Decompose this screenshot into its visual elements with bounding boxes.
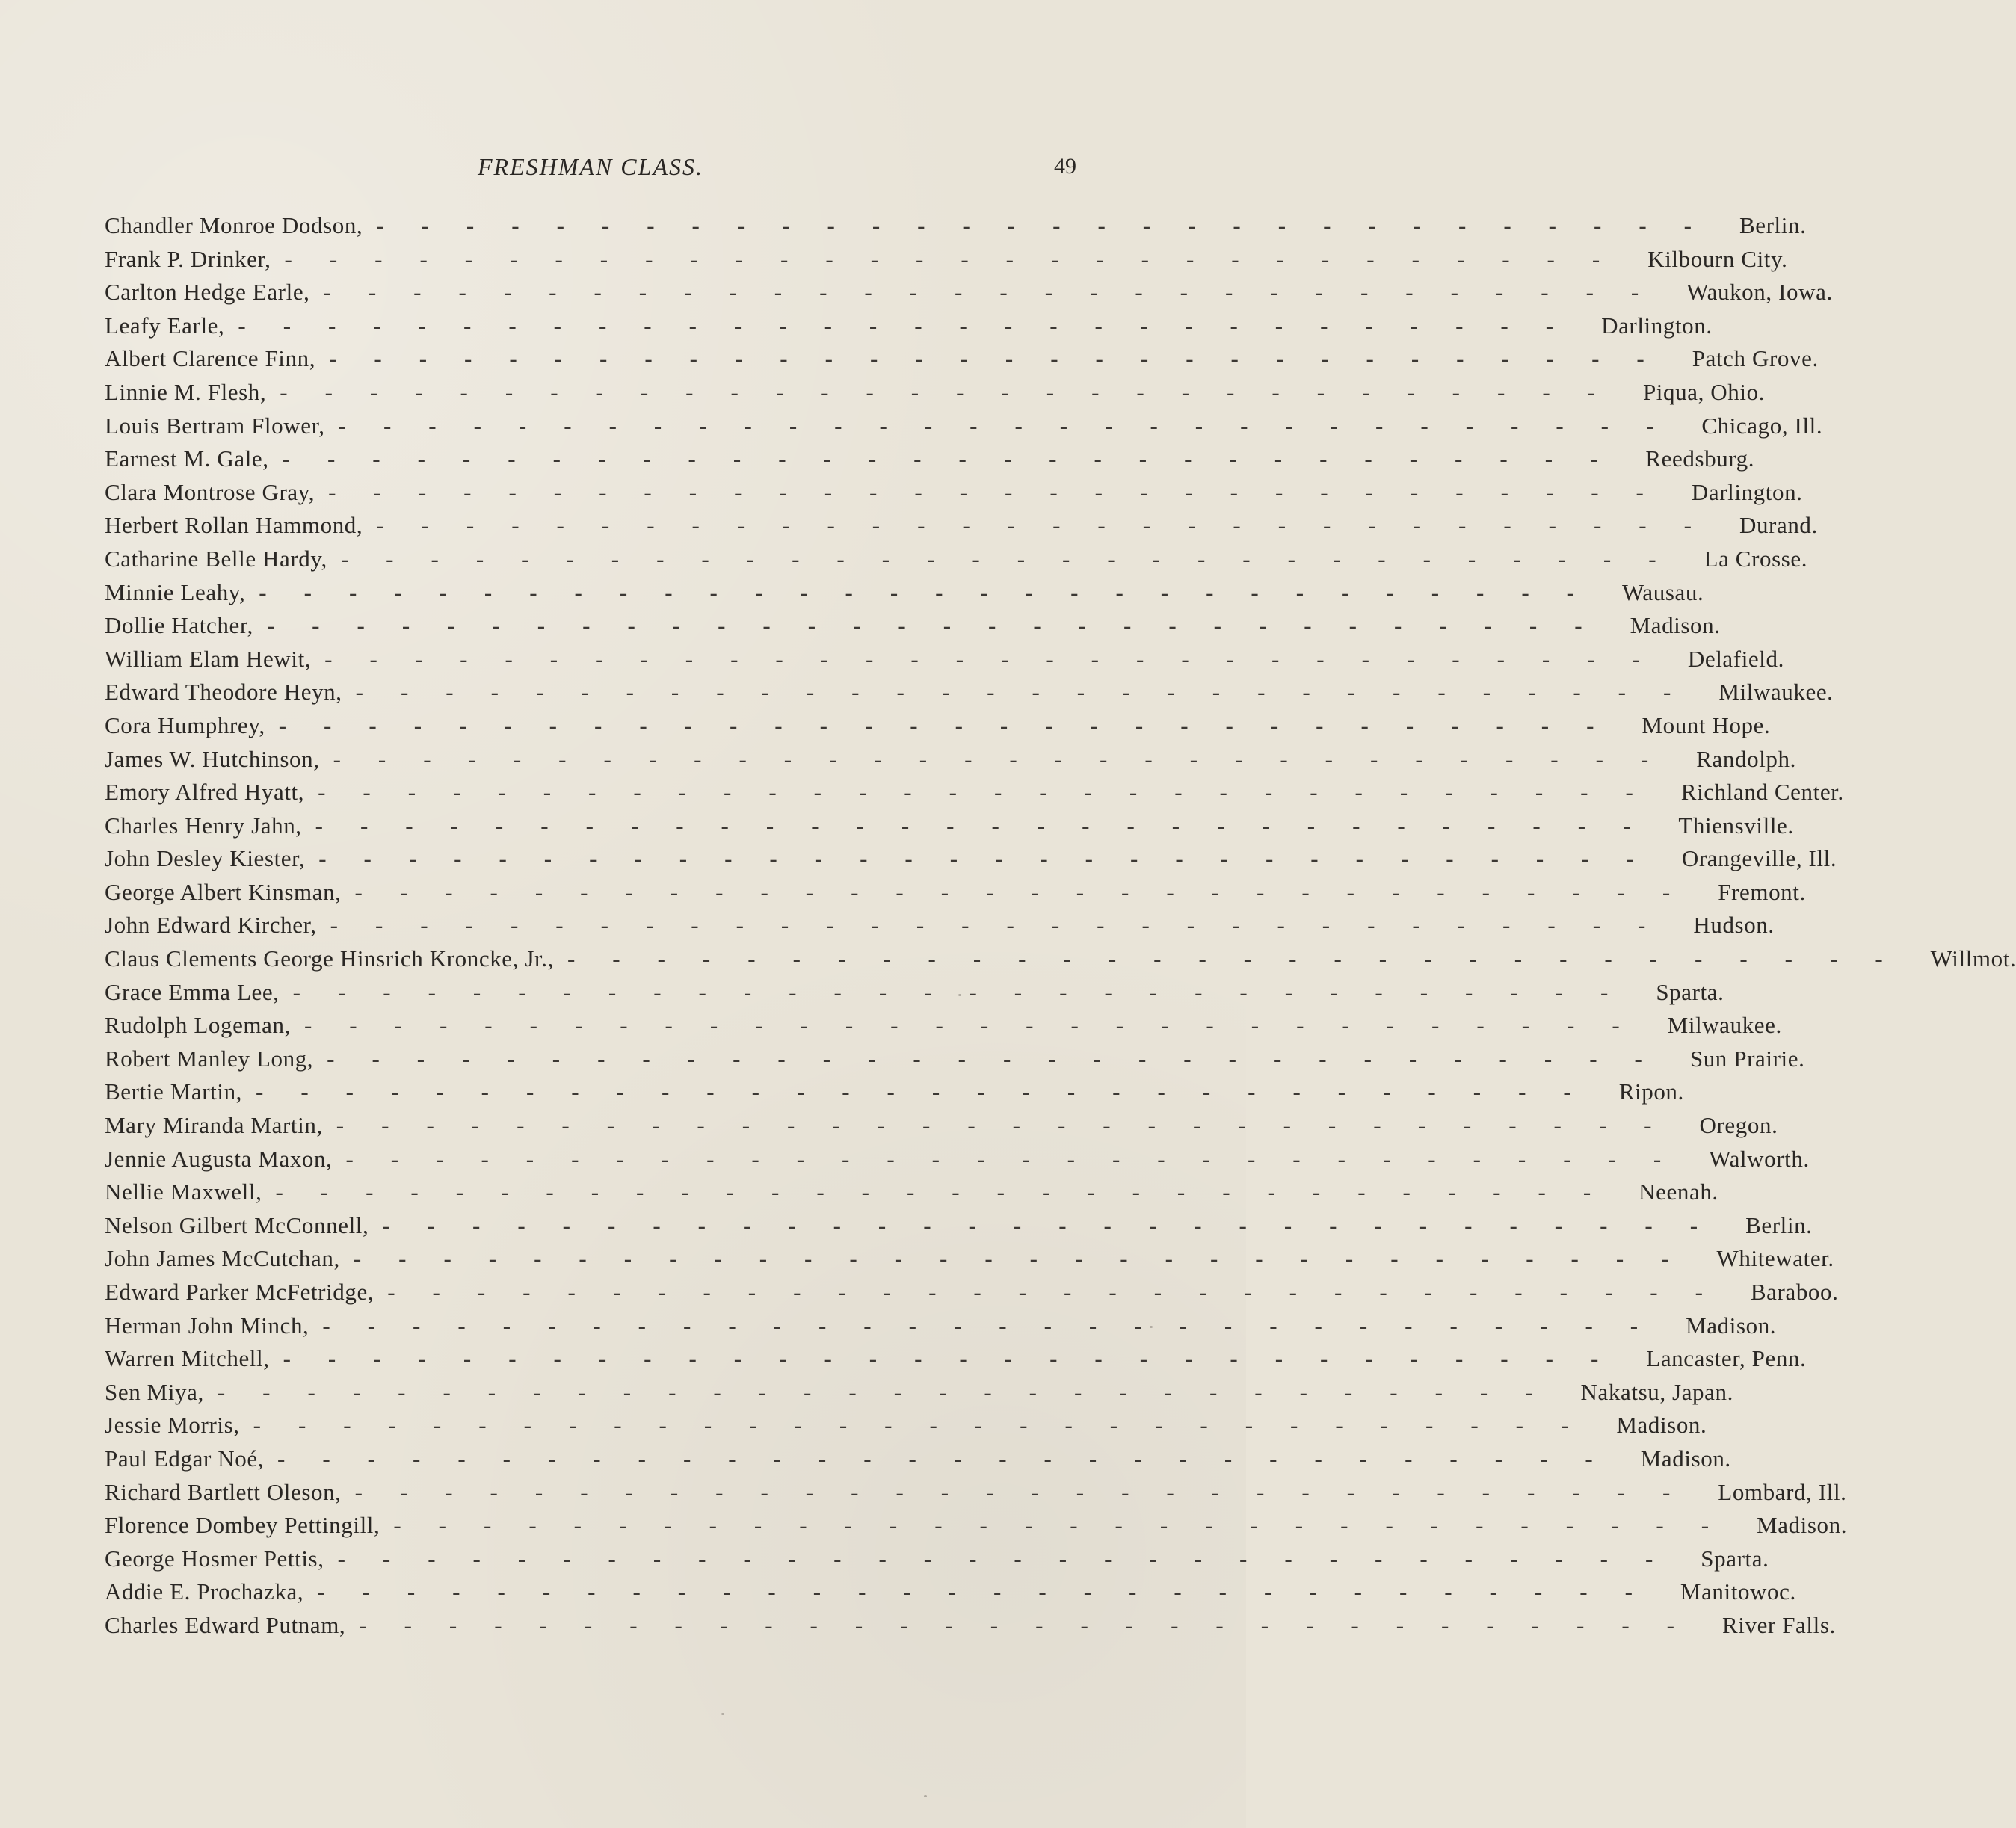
student-name: George Albert Kinsman, [105, 878, 342, 905]
roster-entry [105, 1476, 1847, 1510]
dotted-leader: ------------------------------ [567, 945, 1920, 972]
student-name: Frank P. Drinker, [105, 245, 271, 272]
student-name: Robert Manley Long, [105, 1045, 314, 1072]
roster-entry [105, 1609, 1836, 1643]
roster-entry [105, 1543, 1769, 1576]
student-name: Carlton Hedge Earle, [105, 279, 310, 306]
student-name: Edward Parker McFetridge, [105, 1279, 374, 1305]
student-roster [105, 209, 2016, 1643]
hometown: Berlin. [1745, 1211, 1813, 1238]
roster-entry [105, 442, 1755, 476]
hometown: Thiensville. [1678, 812, 1794, 839]
dotted-leader: ------------------------------ [303, 1012, 1657, 1039]
paper-speck [721, 1713, 724, 1715]
hometown: Madison. [1616, 1412, 1707, 1439]
student-name: Cora Humphrey, [105, 711, 265, 738]
student-name: Paul Edgar Noé, [105, 1445, 265, 1472]
dotted-leader: ------------------------------ [315, 812, 1668, 839]
roster-entry [105, 243, 1788, 277]
student-name: Nelson Gilbert McConnell, [105, 1211, 369, 1238]
student-name: Minnie Leahy, [105, 578, 246, 605]
hometown: Sun Prairie. [1689, 1045, 1805, 1072]
hometown: Darlington. [1601, 312, 1713, 339]
roster-entry [105, 709, 1771, 743]
dotted-leader: ------------------------------ [382, 1211, 1736, 1238]
hometown: Delafield. [1687, 645, 1784, 672]
student-name: William Elam Hewit, [105, 645, 312, 672]
roster-entry [105, 309, 1713, 343]
student-name: Rudolph Logeman, [105, 1012, 291, 1039]
dotted-leader: ------------------------------ [327, 1045, 1680, 1072]
hometown: Nakatsu, Japan. [1580, 1378, 1733, 1405]
hometown: Mount Hope. [1642, 711, 1771, 738]
student-name: Albert Clarence Finn, [105, 345, 316, 372]
hometown: Ripon. [1618, 1078, 1684, 1105]
dotted-leader: ------------------------------ [330, 912, 1683, 939]
student-name: Louis Bertram Flower, [105, 412, 325, 439]
hometown: Madison. [1630, 612, 1721, 639]
hometown: Piqua, Ohio. [1642, 378, 1766, 405]
dotted-leader: ------------------------------ [275, 1179, 1629, 1205]
roster-entry [105, 1409, 1707, 1442]
dotted-leader: ------------------------------ [259, 578, 1612, 605]
student-name: Claus Clements George Hinsrich Kroncke, Jr., [105, 945, 554, 972]
dotted-leader: ------------------------------ [359, 1611, 1712, 1638]
student-name: Richard Bartlett Oleson, [105, 1478, 342, 1505]
student-name: Nellie Maxwell, [105, 1179, 262, 1205]
dotted-leader: ------------------------------ [253, 1412, 1606, 1439]
student-name: Herbert Rollan Hammond, [105, 512, 363, 539]
hometown: Fremont. [1718, 878, 1806, 905]
student-name: George Hosmer Pettis, [105, 1545, 324, 1572]
student-name: Linnie M. Flesh, [105, 378, 267, 405]
dotted-leader: ------------------------------ [329, 345, 1682, 372]
hometown: Randolph. [1696, 745, 1796, 772]
roster-entry [105, 1009, 1782, 1043]
dotted-leader: ------------------------------ [282, 445, 1636, 472]
dotted-leader: ------------------------------ [278, 711, 1632, 738]
hometown: Kilbourn City. [1647, 245, 1788, 272]
dotted-leader: ------------------------------ [318, 779, 1671, 806]
paper-speck [958, 994, 961, 996]
hometown: Neenah. [1639, 1179, 1718, 1205]
dotted-leader: ------------------------------ [284, 245, 1638, 272]
student-name: Jennie Augusta Maxon, [105, 1145, 333, 1172]
student-name: Edward Theodore Heyn, [105, 679, 342, 705]
dotted-leader: ------------------------------ [283, 1345, 1636, 1372]
roster-entry [105, 809, 1794, 843]
hometown: Richland Center. [1680, 779, 1844, 806]
student-name: John James McCutchan, [105, 1245, 340, 1272]
student-name: Warren Mitchell, [105, 1345, 270, 1372]
hometown: Milwaukee. [1667, 1012, 1782, 1039]
dotted-leader: ------------------------------ [354, 1478, 1708, 1505]
roster-entry [105, 842, 1837, 876]
roster-entry [105, 1176, 1718, 1209]
hometown: Madison. [1757, 1512, 1848, 1539]
hometown: Reedsburg. [1645, 445, 1755, 472]
student-name: Grace Emma Lee, [105, 978, 280, 1005]
student-name: Chandler Monroe Dodson, [105, 212, 363, 238]
student-name: John Desley Kiester, [105, 845, 306, 872]
roster-entry [105, 942, 2016, 976]
hometown: Patch Grove. [1692, 345, 1819, 372]
roster-entry [105, 1442, 1731, 1476]
student-name: John Edward Kircher, [105, 912, 317, 939]
dotted-leader: ------------------------------ [277, 1445, 1630, 1472]
hometown: Sparta. [1701, 1545, 1769, 1572]
roster-entry [105, 410, 1823, 443]
paper-speck [1150, 1326, 1153, 1328]
student-name: Earnest M. Gale, [105, 445, 269, 472]
hometown: Waukon, Iowa. [1686, 279, 1833, 306]
student-name: Dollie Hatcher, [105, 612, 253, 639]
dotted-leader: ------------------------------ [340, 545, 1694, 572]
roster-entry [105, 876, 1806, 910]
roster-entry [105, 1376, 1733, 1409]
roster-entry [105, 643, 1784, 676]
hometown: Walworth. [1709, 1145, 1810, 1172]
roster-entry [105, 509, 1818, 543]
roster-entry [105, 1509, 1848, 1543]
roster-entry [105, 909, 1775, 942]
student-name: Addie E. Prochazka, [105, 1578, 304, 1605]
hometown: Lancaster, Penn. [1646, 1345, 1807, 1372]
dotted-leader: ------------------------------ [354, 878, 1708, 905]
roster-entry [105, 743, 1796, 776]
roster-entry [105, 476, 1803, 510]
roster-entry [105, 576, 1704, 610]
hometown: Darlington. [1691, 478, 1803, 505]
roster-entry [105, 209, 1807, 243]
roster-entry [105, 1075, 1684, 1109]
student-name: Mary Miranda Martin, [105, 1112, 323, 1139]
roster-entry [105, 543, 1808, 576]
hometown: River Falls. [1721, 1611, 1836, 1638]
student-name: Charles Henry Jahn, [105, 812, 302, 839]
hometown: Oregon. [1699, 1112, 1778, 1139]
page-header [105, 148, 1076, 185]
hometown: Baraboo. [1750, 1279, 1839, 1305]
roster-entry [105, 1575, 1796, 1609]
dotted-leader: ------------------------------ [324, 645, 1677, 672]
student-name: Catharine Belle Hardy, [105, 545, 327, 572]
student-name: Emory Alfred Hyatt, [105, 779, 305, 806]
hometown: La Crosse. [1704, 545, 1808, 572]
hometown: Lombard, Ill. [1718, 1478, 1847, 1505]
hometown: Madison. [1686, 1312, 1777, 1338]
student-name: James W. Hutchinson, [105, 745, 320, 772]
dotted-leader: ------------------------------ [323, 279, 1677, 306]
roster-entry [105, 1309, 1777, 1343]
roster-entry [105, 1209, 1813, 1243]
student-name: Jessie Morris, [105, 1412, 240, 1439]
roster-entry [105, 1342, 1807, 1376]
page-title: FRESHMAN CLASS. [478, 153, 703, 180]
dotted-leader: ------------------------------ [256, 1078, 1609, 1105]
dotted-leader: ------------------------------ [336, 1112, 1689, 1139]
hometown: Whitewater. [1716, 1245, 1834, 1272]
page-number: 49 [1054, 154, 1076, 179]
dotted-leader: ------------------------------ [387, 1279, 1740, 1305]
student-name: Clara Montrose Gray, [105, 478, 315, 505]
roster-entry [105, 676, 1834, 709]
dotted-leader: ------------------------------ [266, 612, 1620, 639]
paper-speck [924, 1795, 927, 1797]
dotted-leader: ------------------------------ [217, 1378, 1570, 1405]
hometown: Berlin. [1739, 212, 1807, 238]
hometown: Durand. [1739, 512, 1818, 539]
roster-entry [105, 1276, 1839, 1309]
hometown: Willmot. [1930, 945, 2016, 972]
dotted-leader: ------------------------------ [318, 845, 1671, 872]
roster-entry [105, 1143, 1810, 1176]
dotted-leader: ------------------------------ [280, 378, 1633, 405]
student-name: Leafy Earle, [105, 312, 225, 339]
dotted-leader: ------------------------------ [328, 478, 1681, 505]
roster-entry [105, 1109, 1778, 1143]
hometown: Hudson. [1693, 912, 1775, 939]
dotted-leader: ------------------------------ [345, 1145, 1699, 1172]
roster-entry [105, 276, 1833, 309]
dotted-leader: ------------------------------ [322, 1312, 1676, 1338]
hometown: Manitowoc. [1680, 1578, 1796, 1605]
hometown: Madison. [1640, 1445, 1731, 1472]
dotted-leader: ------------------------------ [355, 679, 1709, 705]
roster-entry [105, 342, 1819, 376]
student-name: Bertie Martin, [105, 1078, 243, 1105]
dotted-leader: ------------------------------ [353, 1245, 1707, 1272]
student-name: Sen Miya, [105, 1378, 204, 1405]
hometown: Orangeville, Ill. [1681, 845, 1837, 872]
roster-entry [105, 1242, 1834, 1276]
dotted-leader: ------------------------------ [376, 212, 1729, 238]
roster-entry [105, 776, 1844, 809]
hometown: Sparta. [1656, 978, 1724, 1005]
student-name: Charles Edward Putnam, [105, 1611, 346, 1638]
student-name: Florence Dombey Pettingill, [105, 1512, 380, 1539]
dotted-leader: ------------------------------ [338, 412, 1692, 439]
roster-entry [105, 376, 1766, 410]
dotted-leader: ------------------------------ [292, 978, 1646, 1005]
dotted-leader: ------------------------------ [376, 512, 1729, 539]
hometown: Milwaukee. [1718, 679, 1834, 705]
dotted-leader: ------------------------------ [238, 312, 1591, 339]
roster-entry [105, 976, 1724, 1010]
roster-entry [105, 609, 1721, 643]
roster-entry [105, 1043, 1805, 1076]
hometown: Chicago, Ill. [1701, 412, 1823, 439]
dotted-leader: ------------------------------ [333, 745, 1686, 772]
hometown: Wausau. [1622, 578, 1704, 605]
dotted-leader: ------------------------------ [317, 1578, 1670, 1605]
dotted-leader: ------------------------------ [337, 1545, 1691, 1572]
student-name: Herman John Minch, [105, 1312, 309, 1338]
dotted-leader: ------------------------------ [393, 1512, 1747, 1539]
